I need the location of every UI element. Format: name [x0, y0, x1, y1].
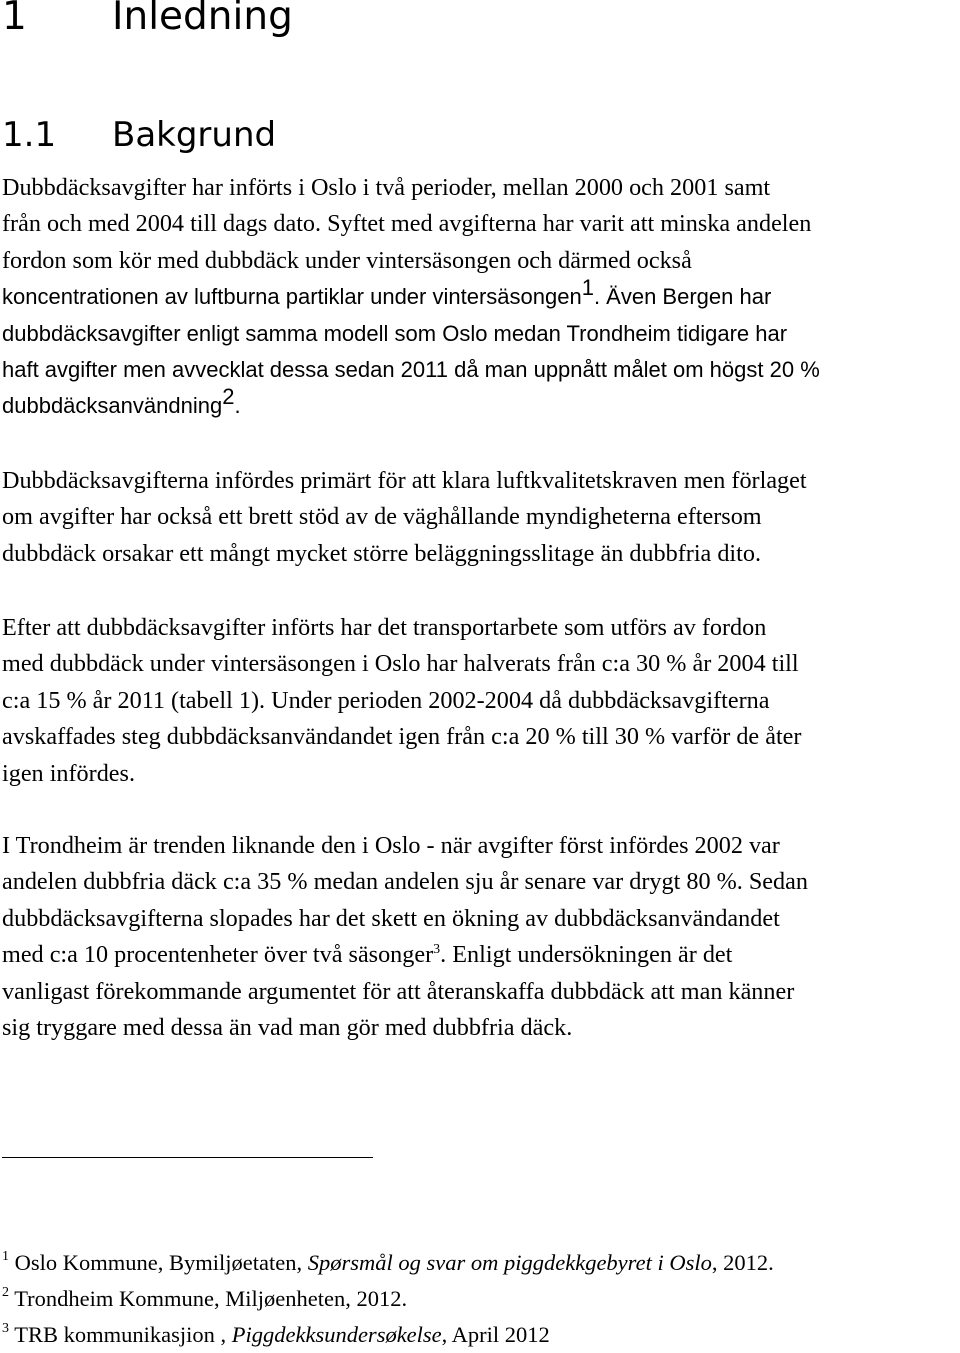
text-line: c:a 15 % år 2011 (tabell 1). Under perioden 2002-2004 då dubbdäcksavgifterna — [2, 686, 770, 714]
section-title: Bakgrund — [112, 115, 277, 155]
chapter-number: 1 — [2, 0, 27, 39]
footnote-ref-2: 2 — [222, 384, 235, 410]
text-line: haft avgifter men avvecklat dessa sedan 2011 då man uppnått målet om högst 20 % — [2, 357, 820, 383]
text-line: fordon som kör med dubbdäck under vintersäsongen och därmed också — [2, 246, 692, 274]
text-line: Dubbdäcksavgifter har införts i Oslo i två perioder, mellan 2000 och 2001 samt — [2, 174, 771, 201]
text-line: dubbdäck orsakar ett mångt mycket större beläggningsslitage än dubbfria dito. — [2, 539, 762, 567]
text-line — [2, 384, 960, 424]
text-segment: . Även Bergen har — [593, 284, 772, 310]
text-line: dubbdäcksavgifter enligt samma modell som Oslo medan Trondheim tidigare har — [2, 320, 788, 346]
text-line: Efter att dubbdäcksavgifter införts har det transportarbete som utförs av fordon — [2, 614, 767, 641]
chapter-heading — [2, 0, 293, 42]
text-segment: med c:a 10 procentenheter över två säsonger — [2, 941, 434, 969]
footnote-number: 1 — [2, 1249, 9, 1264]
footnote-ref-3: 3 — [433, 942, 441, 958]
footnote-1 — [2, 1245, 774, 1281]
chapter-title: Inledning — [112, 0, 293, 39]
footnote-title: Piggdekksundersøkelse — [231, 1322, 442, 1347]
text-line: med dubbdäck under vintersäsongen i Oslo har halverats från c:a 30 % år 2004 till — [2, 650, 799, 678]
section-heading — [2, 113, 276, 157]
footnote-title: Spørsmål og svar om piggdekkgebyret i Oslo — [307, 1250, 712, 1275]
footnote-separator — [2, 1157, 373, 1158]
text-line: om avgifter har också ett brett stöd av de väghållande myndigheterna eftersom — [2, 503, 762, 531]
footnote-number: 3 — [2, 1321, 9, 1336]
text-segment: . Enligt undersökningen är det — [440, 941, 733, 969]
text-line — [2, 937, 960, 973]
footnote-2 — [2, 1281, 774, 1317]
footnotes — [2, 1245, 774, 1353]
paragraph-2 — [2, 463, 960, 572]
footnote-text: , 2012. — [711, 1250, 774, 1275]
footnote-text: Oslo Kommune, Bymiljøetaten, — [9, 1250, 308, 1275]
text-line: andelen dubbfria däck c:a 35 % medan andelen sju år senare var drygt 80 %. Sedan — [2, 868, 808, 896]
text-line: igen infördes. — [2, 759, 135, 787]
text-segment: dubbdäcksanvändning — [2, 393, 223, 419]
text-segment: . — [234, 393, 241, 419]
footnote-number: 2 — [2, 1285, 9, 1300]
paragraph-4 — [2, 828, 960, 1046]
footnote-ref-1: 1 — [581, 275, 594, 301]
text-segment: koncentrationen av luftburna partiklar under vintersäsongen — [2, 284, 582, 310]
footnote-3 — [2, 1317, 774, 1353]
text-line: från och med 2004 till dags dato. Syftet med avgifterna har varit att minska andelen — [2, 210, 812, 238]
text-line: vanligast förekommande argumentet för att återanskaffa dubbdäck att man känner — [2, 977, 795, 1005]
paragraph-1 — [2, 170, 960, 425]
footnote-text: , April 2012 — [441, 1322, 550, 1347]
text-line: Dubbdäcksavgifterna infördes primärt för att klara luftkvalitetskraven men förlaget — [2, 467, 807, 494]
footnote-text: Trondheim Kommune, Miljøenheten, 2012. — [9, 1286, 408, 1311]
footnote-text: TRB kommunikasjion , — [9, 1322, 232, 1347]
text-line: I Trondheim är trenden liknande den i Oslo - när avgifter först infördes 2002 var — [2, 832, 780, 859]
paragraph-3 — [2, 610, 960, 792]
text-line — [2, 275, 960, 315]
text-line: sig tryggare med dessa än vad man gör med dubbfria däck. — [2, 1014, 573, 1042]
text-line: avskaffades steg dubbdäcksanvändandet igen från c:a 20 % till 30 % varför de åter — [2, 723, 802, 751]
text-line: dubbdäcksavgifterna slopades har det skett en ökning av dubbdäcksanvändandet — [2, 904, 780, 932]
section-number: 1.1 — [2, 115, 57, 155]
